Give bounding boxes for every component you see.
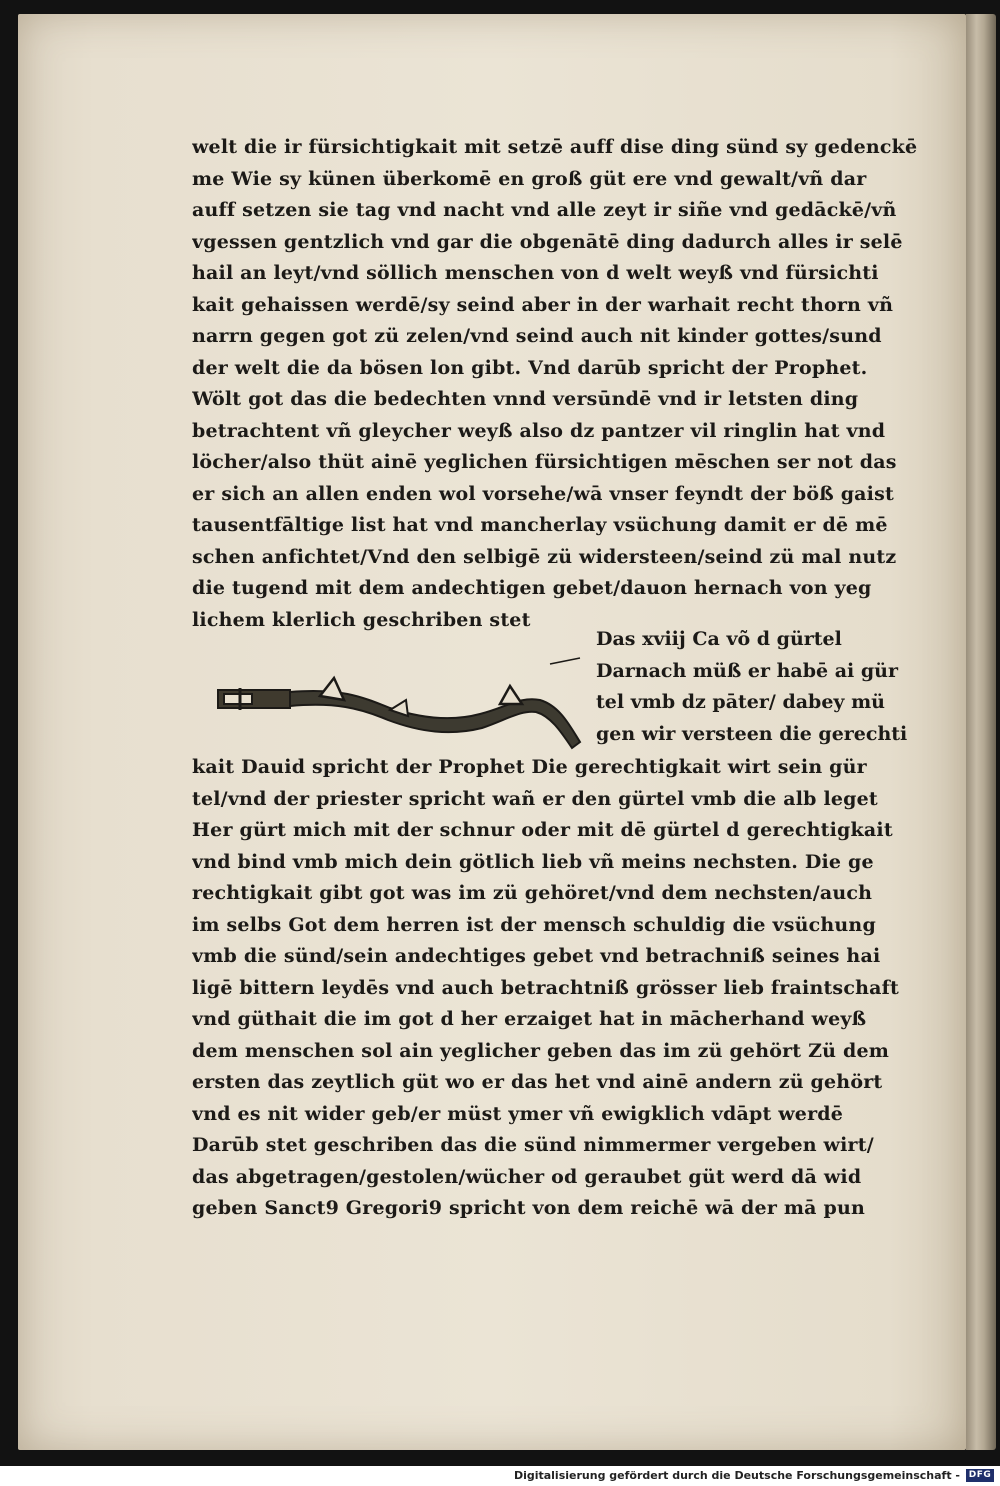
text-line: ligē bittern leydēs vnd auch betrachtniß grösser lieb fraintschaft <box>192 976 899 999</box>
text-line: vnd güthait die im got d her erzaiget hat in mācherhand weyß <box>192 1008 867 1030</box>
text-line: kait gehaissen werdē/sy seind aber in der warhait recht thorn vñ <box>192 293 894 316</box>
text-line: vmb die sünd/sein andechtiges gebet vnd betrachniß seines hai <box>192 945 881 967</box>
belt-woodcut-illustration <box>210 656 590 756</box>
chapter-heading-block <box>596 624 946 750</box>
text-line: schen anfichtet/Vnd den selbigē zü widersteen/seind zü mal nutz <box>192 545 897 568</box>
text-line: betrachtent vñ gleycher weyß also dz pantzer vil ringlin hat vnd <box>192 419 886 442</box>
text-line: me Wie sy künen überkomē en groß güt ere vnd gewalt/vñ dar <box>192 167 867 190</box>
footer-bar <box>0 1466 1000 1486</box>
footer-credit-text: Digitalisierung gefördert durch die Deutsche Forschungsgemeinschaft - <box>513 1469 960 1482</box>
text-line: vgessen gentzlich vnd gar die obgenātē ding dadurch alles ir selē <box>192 230 903 253</box>
text-line: im selbs Got dem herren ist der mensch schuldig die vsüchung <box>192 913 876 936</box>
text-line: Darūb stet geschriben das die sünd nimmermer vergeben wirt/ <box>192 1134 874 1156</box>
text-line: er sich an allen enden wol vorsehe/wā vnser feyndt der böß gaist <box>192 482 894 505</box>
text-line: auff setzen sie tag vnd nacht vnd alle zeyt ir siñe vnd gedāckē/vñ <box>192 199 897 221</box>
chapter-heading-line: tel vmb dz pāter/ dabey mü <box>596 691 885 713</box>
text-line: ersten das zeytlich güt wo er das het vnd ainē andern zü gehört <box>192 1071 883 1093</box>
text-block-bottom <box>192 752 944 1225</box>
text-line: tausentfāltige list hat vnd mancherlay vsüchung damit er dē mē <box>192 514 888 536</box>
text-line: tel/vnd der priester spricht wañ er den gürtel vmb die alb leget <box>192 787 878 810</box>
dfg-logo: DFG <box>966 1469 994 1482</box>
text-line: löcher/also thüt ainē yeglichen fürsichtigen mēschen ser not das <box>192 451 897 473</box>
text-line: dem menschen sol ain yeglicher geben das im zü gehört Zü dem <box>192 1039 890 1062</box>
text-line: vnd bind vmb mich dein götlich lieb vñ meins nechsten. Die ge <box>192 850 874 873</box>
text-line: das abgetragen/gestolen/wücher od geraubet güt werd dā wid <box>192 1165 862 1188</box>
book-spine-edge <box>966 14 996 1450</box>
text-line: narrn gegen got zü zelen/vnd seind auch nit kinder gottes/sund <box>192 325 882 347</box>
text-line: lichem klerlich geschriben stet <box>192 608 531 631</box>
text-line: geben Sanct9 Gregori9 spricht von dem reichē wā der mā pun <box>192 1197 865 1219</box>
text-line: kait Dauid spricht der Prophet Die gerechtigkait wirt sein gür <box>192 756 867 778</box>
text-block-top <box>192 132 944 636</box>
text-line: Her gürt mich mit der schnur oder mit dē gürtel d gerechtigkait <box>192 819 893 841</box>
text-line: hail an leyt/vnd söllich menschen von d welt weyß vnd fürsichti <box>192 262 879 284</box>
text-line: vnd es nit wider geb/er müst ymer vñ ewigklich vdāpt werdē <box>192 1102 844 1125</box>
text-line: welt die ir fürsichtigkait mit setzē auff dise ding sünd sy gedenckē <box>192 136 918 158</box>
text-line: der welt die da bösen lon gibt. Vnd darūb spricht der Prophet. <box>192 356 868 379</box>
text-line: die tugend mit dem andechtigen gebet/dauon hernach von yeg <box>192 577 872 599</box>
text-line: Wölt got das die bedechten vnnd versūndē vnd ir letsten ding <box>192 388 859 410</box>
chapter-heading-line: Darnach müß er habē ai gür <box>596 659 898 682</box>
chapter-heading-line: gen wir versteen die gerechti <box>596 722 908 745</box>
text-line: rechtigkait gibt got was im zü gehöret/vnd dem nechsten/auch <box>192 882 873 904</box>
chapter-heading-line: Das xviij Ca võ d gürtel <box>596 628 842 650</box>
